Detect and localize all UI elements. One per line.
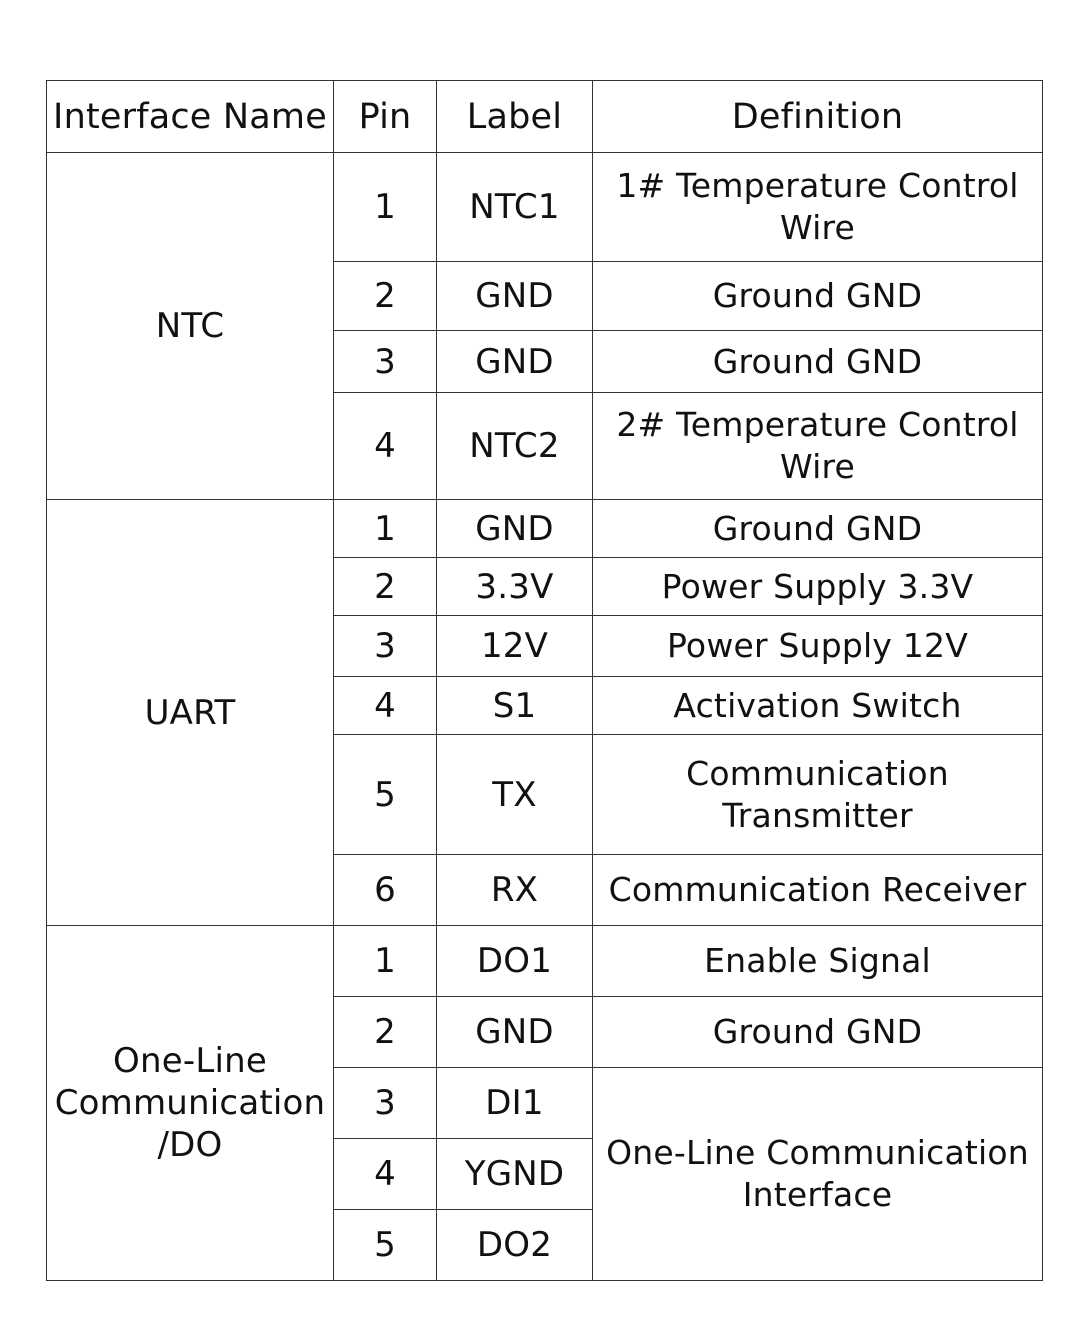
definition-cell: Power Supply 12V [593,616,1043,677]
definition-cell [593,735,1043,855]
label-cell: NTC2 [437,393,593,500]
definition-cell: Activation Switch [593,677,1043,735]
definition-cell [593,393,1043,500]
header-interface-name: Interface Name [47,81,334,153]
label-cell: DO2 [437,1210,593,1281]
pin-cell: 4 [334,393,437,500]
pin-cell: 1 [334,926,437,997]
header-label: Label [437,81,593,153]
definition-line: Transmitter [722,795,913,835]
header-pin: Pin [334,81,437,153]
pin-cell: 3 [334,1068,437,1139]
definition-cell: Power Supply 3.3V [593,558,1043,616]
table-row [47,153,1043,262]
pin-cell: 6 [334,855,437,926]
pin-cell: 4 [334,1139,437,1210]
header-definition: Definition [593,81,1043,153]
definition-line: Communication [686,753,949,793]
label-cell: RX [437,855,593,926]
table-row [47,926,1043,997]
label-cell: TX [437,735,593,855]
definition-line: 1# Temperature Control [616,166,1019,205]
definition-cell: Ground GND [593,262,1043,331]
label-cell: DO1 [437,926,593,997]
label-cell: YGND [437,1139,593,1210]
definition-cell: Enable Signal [593,926,1043,997]
header-row [47,81,1043,153]
definition-cell: Ground GND [593,500,1043,558]
definition-line: Wire [779,447,856,486]
label-cell: GND [437,500,593,558]
interface-line: One-Line [113,1041,267,1081]
definition-cell [593,153,1043,262]
interface-cell-uart: UART [47,500,334,926]
pin-cell: 3 [334,616,437,677]
interface-cell-one-line [47,926,334,1281]
label-cell: GND [437,262,593,331]
definition-line: Interface [742,1175,893,1214]
label-cell: GND [437,997,593,1068]
interface-line: Communication [54,1083,326,1123]
label-cell: S1 [437,677,593,735]
pin-cell: 2 [334,997,437,1068]
pin-cell: 4 [334,677,437,735]
pin-cell: 2 [334,262,437,331]
pin-cell: 1 [334,153,437,262]
pin-definition-table [46,80,1043,1281]
definition-line: Wire [779,208,856,247]
label-cell: GND [437,331,593,393]
definition-line: One-Line Communication [606,1133,1029,1172]
interface-line: /DO [157,1125,223,1165]
pin-cell: 5 [334,1210,437,1281]
label-cell: 12V [437,616,593,677]
label-cell: 3.3V [437,558,593,616]
definition-cell: Ground GND [593,997,1043,1068]
definition-cell [593,1068,1043,1281]
label-cell: NTC1 [437,153,593,262]
pin-cell: 5 [334,735,437,855]
definition-cell: Ground GND [593,331,1043,393]
label-cell: DI1 [437,1068,593,1139]
definition-line: 2# Temperature Control [616,405,1019,444]
pin-cell: 1 [334,500,437,558]
definition-cell: Communication Receiver [593,855,1043,926]
pin-cell: 3 [334,331,437,393]
pin-cell: 2 [334,558,437,616]
table-row [47,500,1043,558]
interface-cell-ntc: NTC [47,153,334,500]
